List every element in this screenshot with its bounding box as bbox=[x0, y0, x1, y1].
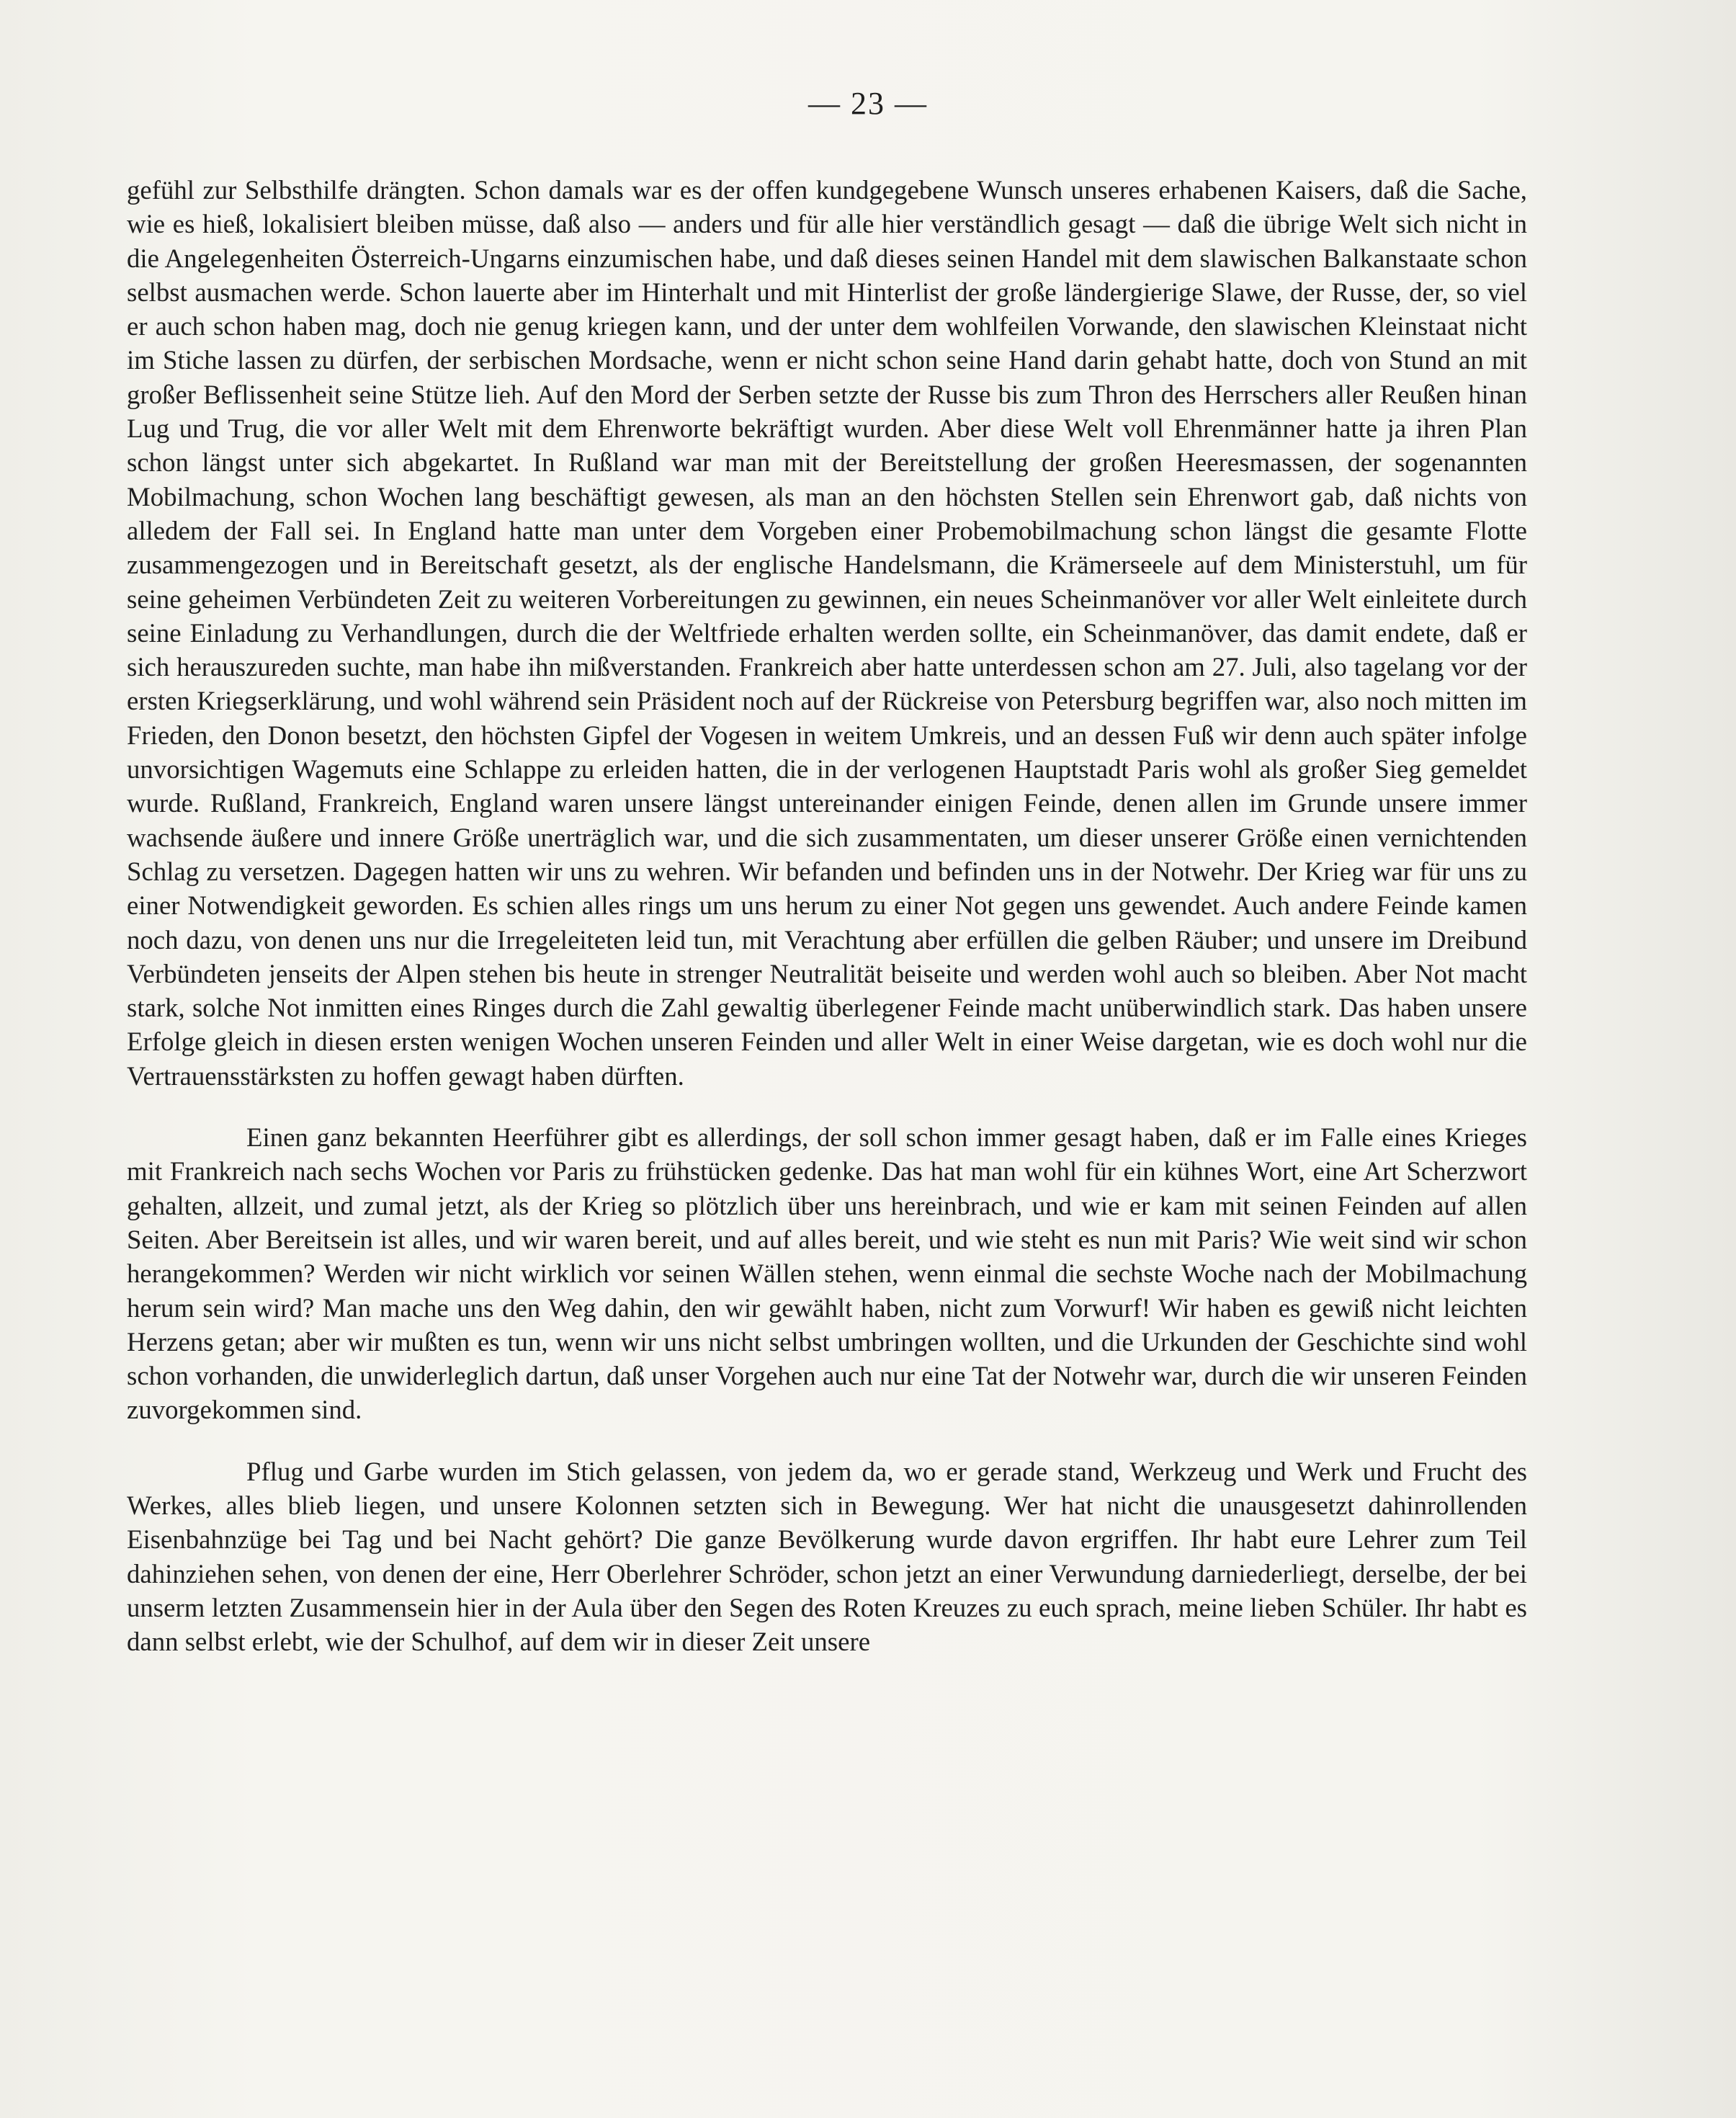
paragraph-2: Einen ganz bekannten Heerführer gibt es allerdings, der soll schon immer gesagt haben, daß er im Falle eines Krieges mit Frankreich nach sechs Wochen vor Paris zu frühstücken gedenke. Das hat man wohl für ein kühnes Wort, eine Art Scherzwort gehalten, allzeit, und zumal jetzt, als der Krieg so plötzlich über uns hereinbrach, und wie er kam mit seinen Feinden auf allen Seiten. Aber Bereitsein ist alles, und wir waren bereit, und auf alles bereit, und wie steht es nun mit Paris? Wie weit sind wir schon herangekommen? Werden wir nicht wirklich vor seinen Wällen stehen, wenn einmal die sechste Woche nach der Mobilmachung herum sein wird? Man mache uns den Weg dahin, den wir gewählt haben, nicht zum Vorwurf! Wir haben es gewiß nicht leichten Herzens getan; aber wir mußten es tun, wenn wir uns nicht selbst umbringen wollten, und die Urkunden der Geschichte sind wohl schon vorhanden, die unwiderleglich dartun, daß unser Vorgehen auch nur eine Tat der Notwehr war, durch die wir unseren Feinden zuvorgekommen sind. bbox=[127, 1122, 1527, 1425]
page-number: — 23 — bbox=[808, 86, 928, 121]
body-text bbox=[127, 173, 1527, 1658]
paragraph-1: gefühl zur Selbsthilfe drängten. Schon damals war es der offen kundgegebene Wunsch unseres erhabenen Kaisers, daß die Sache, wie es hieß, lokalisiert bleiben müsse, daß also — anders und für alle hier verständlich gesagt — daß die übrige Welt sich nicht in die Angelegenheiten Österreich-Ungarns einzumischen habe, und daß dieses seinen Handel mit dem slawischen Balkanstaate schon selbst ausmachen werde. Schon lauerte aber im Hinterhalt und mit Hinterlist der große ländergierige Slawe, der Russe, der, so viel er auch schon haben mag, doch nie genug kriegen kann, und der unter dem wohlfeilen Vorwande, den slawischen Kleinstaat nicht im Stiche lassen zu dürfen, der serbischen Mordsache, wenn er nicht schon seine Hand darin gehabt hatte, doch von Stund an mit großer Beflissenheit seine Stütze lieh. Auf den Mord der Serben setzte der Russe bis zum Thron des Herrschers aller Reußen hinan Lug und Trug, die vor aller Welt mit dem Ehrenworte bekräftigt wurden. Aber diese Welt voll Ehrenmänner hatte ja ihren Plan schon längst unter sich abgekartet. In Rußland war man mit der Bereitstellung der großen Heeresmassen, der sogenannten Mobilmachung, schon Wochen lang beschäftigt gewesen, als man an den höchsten Stellen sein Ehrenwort gab, daß nichts von alledem der Fall sei. In England hatte man unter dem Vorgeben einer Probemobilmachung schon längst die gesamte Flotte zusammengezogen und in Bereitschaft gesetzt, als der englische Handelsmann, die Krämerseele auf dem Ministerstuhl, um für seine geheimen Verbündeten Zeit zu weiteren Vorbereitungen zu gewinnen, ein neues Scheinmanöver vor aller Welt einleitete durch seine Einladung zu Verhandlungen, durch die der Weltfriede erhalten werden sollte, ein Scheinmanöver, das damit endete, daß er sich herauszureden suchte, man habe ihn mißverstanden. Frankreich aber hatte unterdessen schon am 27. Juli, also tagelang vor der ersten Kriegserklärung, und wohl während sein Präsident noch auf der Rückreise von Petersburg begriffen war, also noch mitten im Frieden, den Donon besetzt, den höchsten Gipfel der Vogesen in weitem Umkreis, und an dessen Fuß wir denn auch später infolge unvorsichtigen Wagemuts eine Schlappe zu erleiden hatten, die in der verlogenen Hauptstadt Paris wohl als großer Sieg gemeldet wurde. Rußland, Frankreich, England waren unsere längst untereinander einigen Feinde, denen allen im Grunde unsere immer wachsende äußere und innere Größe unerträglich war, und die sich zusammentaten, um dieser unserer Größe einen vernichtenden Schlag zu versetzen. Dagegen hatten wir uns zu wehren. Wir befanden und befinden uns in der Notwehr. Der Krieg war für uns zu einer Notwendigkeit geworden. Es schien alles rings um uns herum zu einer Not gegen uns gewendet. Auch andere Feinde kamen noch dazu, von denen uns nur die Irregeleiteten leid tun, mit Verachtung aber erfüllen die gelben Räuber; und unsere im Dreibund Verbündeten jenseits der Alpen stehen bis heute in strenger Neutralität beiseite und werden wohl auch so bleiben. Aber Not macht stark, solche Not inmitten eines Ringes durch die Zahl gewaltig überlegener Feinde macht unüberwindlich stark. Das haben unsere Erfolge gleich in diesen ersten wenigen Wochen unseren Feinden und aller Welt in einer Weise dargetan, wie es doch wohl nur die Vertrauensstärksten zu hoffen gewagt haben dürften. bbox=[127, 175, 1527, 1091]
paragraph-3: Pflug und Garbe wurden im Stich gelassen, von jedem da, wo er gerade stand, Werkzeug und Werk und Frucht des Werkes, alles blieb liegen, und unsere Kolonnen setzten sich in Bewegung. Wer hat nicht die unausgesetzt dahinrollenden Eisenbahnzüge bei Tag und bei Nacht gehört? Die ganze Bevölkerung wurde davon ergriffen. Ihr habt eure Lehrer zum Teil dahinziehen sehen, von denen der eine, Herr Oberlehrer Schröder, schon jetzt an einer Verwundung darniederliegt, derselbe, der bei unserm letzten Zusammensein hier in der Aula über den Segen des Roten Kreuzes zu euch sprach, meine lieben Schüler. Ihr habt es dann selbst erlebt, wie der Schulhof, auf dem wir in dieser Zeit unsere bbox=[127, 1456, 1527, 1657]
